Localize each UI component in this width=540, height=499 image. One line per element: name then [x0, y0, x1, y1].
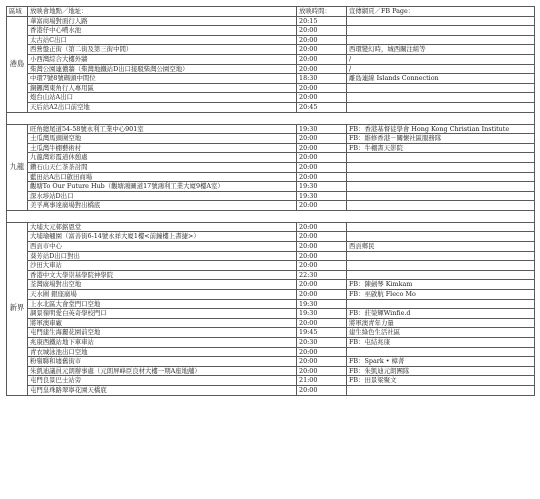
venue-cell: 華富商場對面行人路 — [28, 16, 297, 26]
table-row — [7, 102, 535, 112]
time-cell: 20:00 — [297, 347, 347, 357]
table-row — [7, 16, 535, 26]
venue-cell: 屯門建生海麗花園前空地 — [28, 328, 297, 338]
time-cell: 20:00 — [297, 280, 347, 290]
venue-cell: 柴灣公園連儂牆（柴灣地鐵站D出口接駁柴灣公園空地） — [28, 64, 297, 74]
table-row — [7, 309, 535, 319]
promo-cell — [347, 347, 535, 357]
region-cell: 新界 — [7, 222, 28, 395]
table-row — [7, 35, 535, 45]
header-region: 區域 — [7, 7, 28, 17]
schedule-body — [7, 16, 535, 395]
venue-cell: 青衣城泳池出口空地 — [28, 347, 297, 357]
table-row — [7, 347, 535, 357]
venue-cell: 天水圍 銀座廣場 — [28, 290, 297, 300]
time-cell: 21:00 — [297, 376, 347, 386]
region-cell: 九龍 — [7, 124, 28, 210]
time-cell: 19:30 — [297, 191, 347, 201]
venue-cell: 炮台山站A出口 — [28, 93, 297, 103]
venue-cell: 土瓜灣牛棚藝術村 — [28, 143, 297, 153]
promo-cell — [347, 232, 535, 242]
table-row — [7, 338, 535, 348]
venue-cell: 香港中文大學崇基學院神學院 — [28, 270, 297, 280]
time-cell: 20:00 — [297, 26, 347, 36]
time-cell: 20:00 — [297, 318, 347, 328]
venue-cell: 旺角總尾道54-58號永利工業中心901室 — [28, 124, 297, 134]
time-cell: 20:00 — [297, 35, 347, 45]
promo-cell — [347, 93, 535, 103]
venue-cell: 西營盤正街（第二街及第三街中間） — [28, 45, 297, 55]
promo-cell — [347, 385, 535, 395]
venue-cell: 九龍灣彩霞道休憩處 — [28, 153, 297, 163]
time-cell: 20:45 — [297, 102, 347, 112]
venue-cell: 美孚萬事達廣場對出橋底 — [28, 201, 297, 211]
promo-cell — [347, 222, 535, 232]
time-cell: 20:00 — [297, 54, 347, 64]
table-row — [7, 191, 535, 201]
section-spacer-cell — [7, 112, 535, 124]
promo-cell — [347, 270, 535, 280]
table-row — [7, 261, 535, 271]
table-row — [7, 290, 535, 300]
time-cell: 20:00 — [297, 64, 347, 74]
venue-cell: 將軍澳車廠 — [28, 318, 297, 328]
promo-cell — [347, 182, 535, 192]
time-cell: 20:00 — [297, 222, 347, 232]
table-row — [7, 153, 535, 163]
time-cell: 20:00 — [297, 134, 347, 144]
promo-cell: 將軍澳青年力量 — [347, 318, 535, 328]
venue-cell: 葵芳站D出口對出 — [28, 251, 297, 261]
promo-cell — [347, 201, 535, 211]
venue-cell: 屯門皇珠路翠寧花園天橋底 — [28, 385, 297, 395]
table-row — [7, 385, 535, 395]
table-row — [7, 74, 535, 84]
time-cell: 20:00 — [297, 357, 347, 367]
venue-cell: 深水埗站D出口 — [28, 191, 297, 201]
table-row — [7, 318, 535, 328]
time-cell: 19:30 — [297, 124, 347, 134]
venue-cell: 朱凱迪議員元朗辦事處（元朗屏峰臣良材大樓一期A座地舖） — [28, 366, 297, 376]
time-cell: 20:00 — [297, 232, 347, 242]
venue-cell: 上水北區大會堂門口空地 — [28, 299, 297, 309]
venue-cell: 屯門良景巴士站旁 — [28, 376, 297, 386]
table-row — [7, 83, 535, 93]
table-row — [7, 299, 535, 309]
table-row — [7, 357, 535, 367]
promo-cell: FB：田景梁聚文 — [347, 376, 535, 386]
promo-cell: FB：Spark • 樟菁 — [347, 357, 535, 367]
table-row — [7, 270, 535, 280]
promo-cell — [347, 153, 535, 163]
table-row — [7, 162, 535, 172]
section-spacer — [7, 112, 535, 124]
promo-cell: 西貢鄉民 — [347, 242, 535, 252]
promo-cell — [347, 83, 535, 93]
venue-cell: 大埔瑜翹園（富善街6-14號永祥大廈1樓<前鐘樓上書捷>） — [28, 232, 297, 242]
time-cell: 20:00 — [297, 162, 347, 172]
promo-cell: 建生綠色生活社區 — [347, 328, 535, 338]
venue-cell: 大埔大元邨銘恩堂 — [28, 222, 297, 232]
time-cell: 20:00 — [297, 290, 347, 300]
header-venue: 放映會地點／地址： — [28, 7, 297, 17]
screening-schedule — [6, 6, 534, 396]
promo-cell: FB：陳劍琴 Kimkam — [347, 280, 535, 290]
promo-cell — [347, 162, 535, 172]
venue-cell: 藍田站A出口啟田商場 — [28, 172, 297, 182]
header-time: 放映時間： — [297, 7, 347, 17]
table-row — [7, 366, 535, 376]
table-row — [7, 64, 535, 74]
time-cell: 20:00 — [297, 83, 347, 93]
header-promo: 宣傳網頁／FB Page： — [347, 7, 535, 17]
table-row — [7, 376, 535, 386]
time-cell: 20:00 — [297, 172, 347, 182]
promo-cell — [347, 35, 535, 45]
promo-cell — [347, 191, 535, 201]
venue-cell: 太古站C出口 — [28, 35, 297, 45]
table-row — [7, 182, 535, 192]
time-cell: 20:00 — [297, 242, 347, 252]
table-row — [7, 45, 535, 55]
promo-cell — [347, 299, 535, 309]
venue-cell: 中環7號8號碼頭中間位 — [28, 74, 297, 84]
section-spacer — [7, 210, 535, 222]
promo-cell: FB：巫啟航 Fleco Mo — [347, 290, 535, 300]
venue-cell: 天后站A2出口前空地 — [28, 102, 297, 112]
promo-cell — [347, 102, 535, 112]
schedule-table — [6, 6, 535, 396]
time-cell: 20:00 — [297, 385, 347, 395]
promo-cell: FB：屯結兆康 — [347, 338, 535, 348]
time-cell: 19:30 — [297, 309, 347, 319]
time-cell: 20:00 — [297, 153, 347, 163]
table-row — [7, 242, 535, 252]
venue-cell: 土瓜灣馬頭圍空地 — [28, 134, 297, 144]
promo-cell: FB：莊榮輝Winfie.d — [347, 309, 535, 319]
region-cell: 港島 — [7, 16, 28, 112]
promo-cell: FB：牛棚書天影院 — [347, 143, 535, 153]
venue-cell: 兆康西鐵站地下車車站 — [28, 338, 297, 348]
table-row — [7, 26, 535, 36]
promo-cell: 西環變幻時，城西關注組等 — [347, 45, 535, 55]
promo-cell: FB：朱凱迪元朗團隊 — [347, 366, 535, 376]
time-cell: 20:00 — [297, 251, 347, 261]
time-cell: 22:30 — [297, 270, 347, 280]
venue-cell: 調景嶺明愛白英奇學校門口 — [28, 309, 297, 319]
table-row — [7, 143, 535, 153]
time-cell: 20:00 — [297, 143, 347, 153]
time-cell: 20:00 — [297, 261, 347, 271]
time-cell: 20:00 — [297, 201, 347, 211]
promo-cell: 離島連線 Islands Connection — [347, 74, 535, 84]
promo-cell — [347, 261, 535, 271]
table-row — [7, 328, 535, 338]
time-cell: 20:00 — [297, 366, 347, 376]
venue-cell: 荃灣廣場對出空地 — [28, 280, 297, 290]
table-row — [7, 232, 535, 242]
venue-cell: 小西灣綜合大樓外牆 — [28, 54, 297, 64]
promo-cell: FB：香港基督徒學會 Hong Kong Christian Institute — [347, 124, 535, 134]
venue-cell: 粉嶺聯和墟舊街市 — [28, 357, 297, 367]
promo-cell — [347, 172, 535, 182]
section-spacer-cell — [7, 210, 535, 222]
time-cell: 20:30 — [297, 338, 347, 348]
venue-cell: 銅鑼灣東角行人專用區 — [28, 83, 297, 93]
table-row — [7, 222, 535, 232]
promo-cell: / — [347, 54, 535, 64]
promo-cell: FB：維修香港－關懷社區服務隊 — [347, 134, 535, 144]
table-row — [7, 251, 535, 261]
time-cell: 18:30 — [297, 74, 347, 84]
table-row — [7, 280, 535, 290]
time-cell: 20:00 — [297, 93, 347, 103]
table-row — [7, 201, 535, 211]
table-row — [7, 172, 535, 182]
time-cell: 20:00 — [297, 45, 347, 55]
venue-cell: 鑽石山天仁茶茶討間 — [28, 162, 297, 172]
time-cell: 19:30 — [297, 182, 347, 192]
venue-cell: 西貢市中心 — [28, 242, 297, 252]
venue-cell: 觀塘To Our Future Hub（觀塘鴻圖道17號鴻利工業大廈9樓A室） — [28, 182, 297, 192]
table-row — [7, 93, 535, 103]
table-row — [7, 134, 535, 144]
time-cell: 19:45 — [297, 328, 347, 338]
promo-cell — [347, 251, 535, 261]
time-cell: 20:15 — [297, 16, 347, 26]
venue-cell: 沙田大車站 — [28, 261, 297, 271]
venue-cell: 香港仔中心噴水池 — [28, 26, 297, 36]
table-row — [7, 54, 535, 64]
table-row — [7, 124, 535, 134]
header-row — [7, 7, 535, 17]
promo-cell — [347, 16, 535, 26]
time-cell: 19:30 — [297, 299, 347, 309]
promo-cell: / — [347, 64, 535, 74]
promo-cell — [347, 26, 535, 36]
